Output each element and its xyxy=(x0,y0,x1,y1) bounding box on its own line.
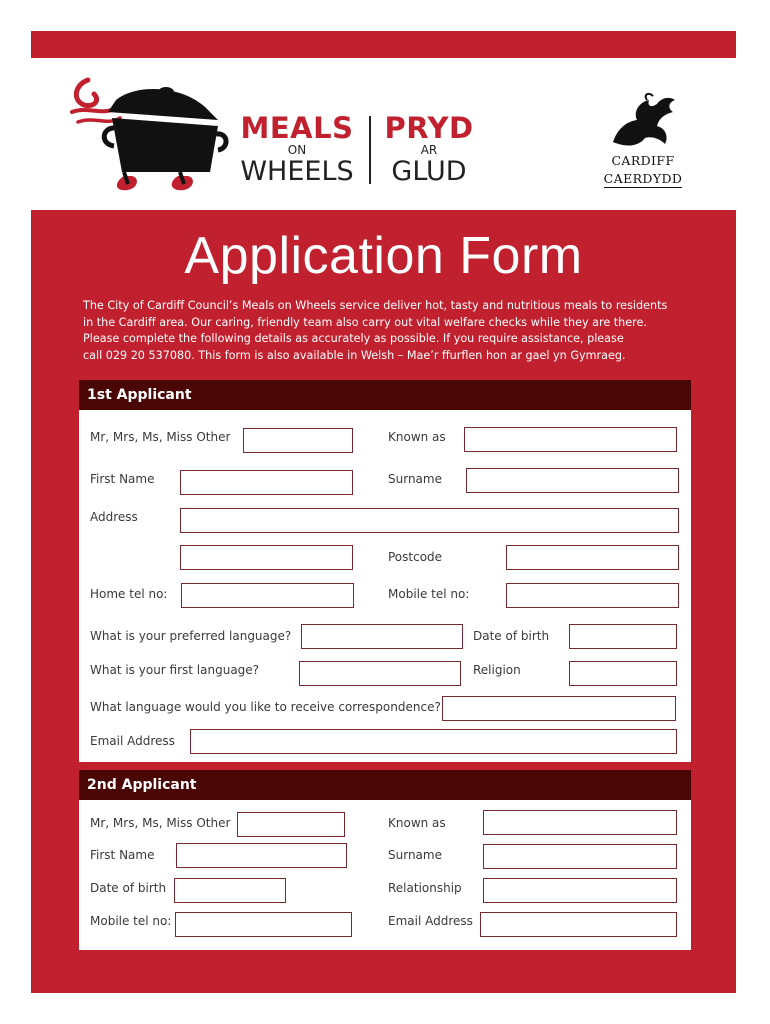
email-field[interactable] xyxy=(190,729,677,754)
mobile-tel-field[interactable] xyxy=(175,912,352,937)
dob-label: Date of birth xyxy=(473,629,550,643)
relationship-label: Relationship xyxy=(388,881,462,895)
title-field[interactable] xyxy=(243,428,353,453)
wordmark-wheels: WHEELS xyxy=(240,156,354,187)
first-name-label: First Name xyxy=(90,472,155,486)
mobile-tel-field[interactable] xyxy=(506,583,679,608)
email-label: Email Address xyxy=(388,914,473,928)
known-as-field[interactable] xyxy=(464,427,677,452)
first-language-label: What is your first language? xyxy=(90,663,260,677)
preferred-language-field[interactable] xyxy=(301,624,463,649)
applicant2-heading: 2nd Applicant xyxy=(79,770,691,800)
title-field[interactable] xyxy=(237,812,345,837)
correspondence-language-field[interactable] xyxy=(442,696,676,721)
cardiff-council-logo xyxy=(598,92,688,192)
top-red-bar xyxy=(31,31,736,58)
surname-field[interactable] xyxy=(466,468,679,493)
home-tel-label: Home tel no: xyxy=(90,587,168,601)
known-as-label: Known as xyxy=(388,430,446,444)
religion-label: Religion xyxy=(473,663,521,677)
surname-field[interactable] xyxy=(483,844,677,869)
known-as-field[interactable] xyxy=(483,810,677,835)
surname-label: Surname xyxy=(388,848,442,862)
title-label: Mr, Mrs, Ms, Miss Other xyxy=(90,816,231,830)
address-line2-field[interactable] xyxy=(180,545,353,570)
intro-line: The City of Cardiff Council’s Meals on Wheels service deliver hot, tasty and nutritious meals to residents xyxy=(83,299,668,312)
intro-line: Please complete the following details as accurately as possible. If you require assistance, please xyxy=(83,332,624,346)
email-label: Email Address xyxy=(90,734,175,748)
known-as-label: Known as xyxy=(388,816,446,830)
dob-field[interactable] xyxy=(569,624,677,649)
form-title: Application Form xyxy=(184,227,583,285)
address-label: Address xyxy=(90,510,138,524)
council-name-english: CARDIFF xyxy=(611,153,675,168)
first-name-field[interactable] xyxy=(176,843,347,868)
dob-field[interactable] xyxy=(174,878,286,903)
meals-on-wheels-wordmark xyxy=(238,108,478,190)
wordmark-on: ON xyxy=(287,143,307,157)
first-name-field[interactable] xyxy=(180,470,353,495)
welsh-dragon-icon xyxy=(603,92,683,150)
postcode-field[interactable] xyxy=(506,545,679,570)
religion-field[interactable] xyxy=(569,661,677,686)
cooking-pot-logo xyxy=(68,72,230,194)
mobile-tel-label: Mobile tel no: xyxy=(90,914,172,928)
intro-line: in the Cardiff area. Our caring, friendly team also carry out vital welfare checks while they are there. xyxy=(83,315,647,329)
form-intro xyxy=(83,298,703,364)
wordmark-divider xyxy=(369,116,371,184)
mobile-tel-label: Mobile tel no: xyxy=(388,587,470,601)
correspondence-language-label: What language would you like to receive correspondence? xyxy=(90,700,441,714)
wordmark-pryd: PRYD xyxy=(384,111,474,145)
wordmark-glud: GLUD xyxy=(391,156,467,187)
council-name-welsh: CAERDYDD xyxy=(603,171,683,187)
applicant1-heading: 1st Applicant xyxy=(79,380,691,410)
relationship-field[interactable] xyxy=(483,878,677,903)
address-line1-field[interactable] xyxy=(180,508,679,533)
dob-label: Date of birth xyxy=(90,881,167,895)
intro-line: call 029 20 537080. This form is also available in Welsh – Mae’r ffurflen hon ar gael yn Gymraeg. xyxy=(83,348,626,362)
title-label: Mr, Mrs, Ms, Miss Other xyxy=(90,430,231,444)
postcode-label: Postcode xyxy=(388,550,443,564)
email-field[interactable] xyxy=(480,912,677,937)
home-tel-field[interactable] xyxy=(181,583,354,608)
wordmark-meals: MEALS xyxy=(240,111,354,145)
wordmark-ar: AR xyxy=(420,143,438,157)
preferred-language-label: What is your preferred language? xyxy=(90,629,292,643)
surname-label: Surname xyxy=(388,472,442,486)
first-name-label: First Name xyxy=(90,848,155,862)
first-language-field[interactable] xyxy=(299,661,461,686)
